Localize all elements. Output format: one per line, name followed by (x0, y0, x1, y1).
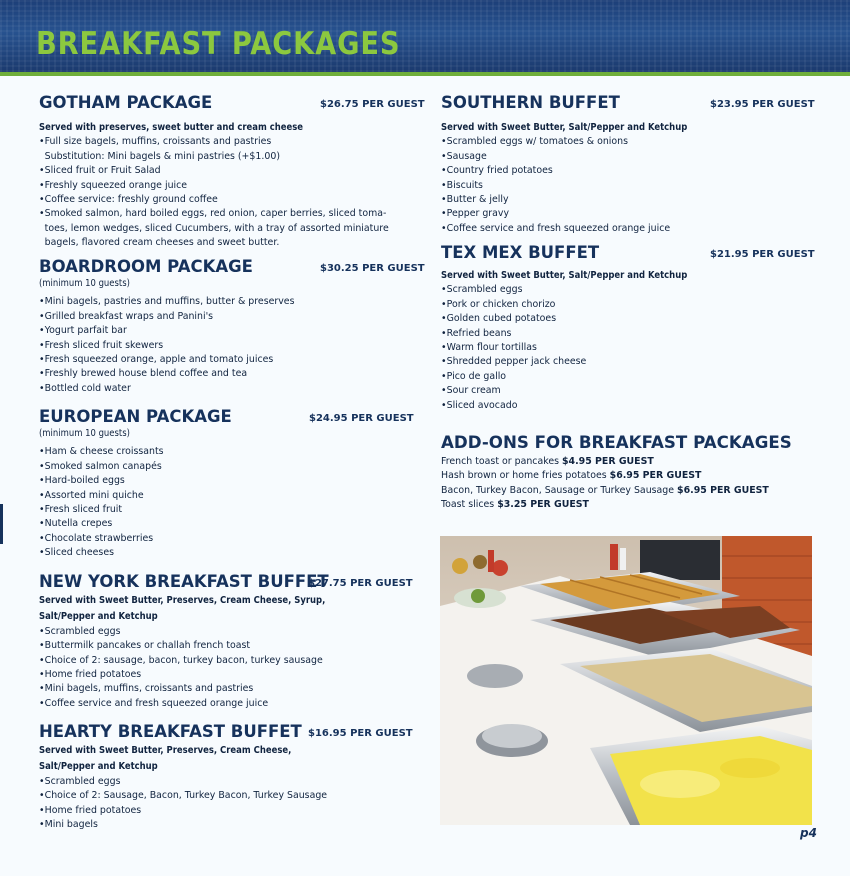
list-item: •Refried beans (441, 327, 512, 339)
list-item: •Fresh sliced fruit skewers (39, 339, 164, 351)
package-price: $26.75 PER GUEST (320, 99, 425, 110)
list-item-continuation: bagels, flavored cream cheeses and sweet butter. (44, 237, 280, 249)
header-banner (0, 0, 850, 72)
list-item: •Hard-boiled eggs (39, 475, 125, 487)
package-title: BOARDROOM PACKAGE (39, 257, 253, 277)
addon-line: Hash brown or home fries potatoes $6.95 PER GUEST (441, 470, 702, 482)
addon-line: Bacon, Turkey Bacon, Sausage or Turkey Sausage $6.95 PER GUEST (441, 484, 769, 496)
buffet-illustration (440, 536, 812, 825)
package-price: $16.95 PER GUEST (308, 728, 413, 739)
package-subtitle: Served with Sweet Butter, Salt/Pepper and Ketchup (441, 270, 688, 281)
list-item: •Smoked salmon, hard boiled eggs, red onion, caper berries, sliced toma- (39, 208, 387, 220)
list-item: •Full size bagels, muffins, croissants and pastries (39, 136, 272, 148)
package-title: TEX MEX BUFFET (441, 243, 600, 263)
list-item: •Home fried potatoes (39, 804, 142, 816)
list-item: •Biscuits (441, 179, 483, 191)
edge-tab-marker (0, 504, 3, 544)
package-item-list (441, 283, 813, 413)
list-item: •Sausage (441, 150, 487, 162)
list-item: •Scrambled eggs w/ tomatoes & onions (441, 136, 629, 148)
list-item: •Mini bagels, muffins, croissants and pastries (39, 683, 254, 695)
package-price: $27.75 PER GUEST (308, 578, 413, 589)
newyork-package (39, 572, 419, 722)
package-title: GOTHAM PACKAGE (39, 93, 213, 113)
list-item: •Assorted mini quiche (39, 489, 144, 501)
addons-list (441, 455, 813, 513)
list-item: •Mini bagels (39, 819, 98, 831)
list-item: •Freshly squeezed orange juice (39, 179, 188, 191)
list-item: •Fresh squeezed orange, apple and tomato juices (39, 354, 274, 366)
hearty-header (39, 722, 419, 745)
list-item: •Scrambled eggs (39, 625, 121, 637)
list-item: •Coffee service and fresh squeezed orange juice (441, 222, 671, 234)
addon-line: French toast or pancakes $4.95 PER GUEST (441, 456, 654, 467)
list-item: •Chocolate strawberries (39, 532, 154, 544)
package-subtitle: (minimum 10 guests) (39, 428, 130, 439)
list-item: •Golden cubed potatoes (441, 313, 557, 325)
list-item: •Warm flour tortillas (441, 342, 537, 354)
newyork-header (39, 572, 419, 595)
list-item: •Choice of 2: Sausage, Bacon, Turkey Bacon, Turkey Sausage (39, 790, 328, 802)
list-item-continuation: Substitution: Mini bagels & mini pastries (+$1.00) (44, 150, 281, 162)
list-item: •Shredded pepper jack cheese (441, 356, 587, 368)
southern-buffet (441, 93, 813, 243)
package-item-list (39, 625, 419, 711)
list-item: •Butter & jelly (441, 194, 509, 206)
addons-section (441, 433, 813, 513)
list-item: •Fresh sliced fruit (39, 504, 123, 516)
package-title: NEW YORK BREAKFAST BUFFET (39, 572, 329, 592)
buffet-photo (440, 536, 812, 825)
package-title: SOUTHERN BUFFET (441, 93, 620, 113)
gotham-header (39, 93, 425, 116)
texmex-buffet (441, 243, 813, 433)
package-price: $30.25 PER GUEST (320, 263, 425, 274)
hearty-package (39, 722, 419, 832)
addon-line: Toast slices $3.25 PER GUEST (441, 499, 589, 511)
page-title: BREAKFAST PACKAGES (36, 26, 401, 62)
list-item: •Coffee service and fresh squeezed orange juice (39, 697, 269, 709)
texmex-header (441, 243, 813, 266)
list-item: •Pork or chicken chorizo (441, 298, 556, 310)
list-item: •Home fried potatoes (39, 669, 142, 681)
list-item: •Buttermilk pancakes or challah french toast (39, 640, 251, 652)
package-title: HEARTY BREAKFAST BUFFET (39, 722, 302, 742)
european-package (39, 407, 419, 572)
package-price: $24.95 PER GUEST (309, 413, 414, 424)
right-column (441, 93, 813, 513)
package-subtitle: Salt/Pepper and Ketchup (39, 761, 158, 773)
package-subtitle: Served with Sweet Butter, Preserves, Cream Cheese, (39, 745, 292, 756)
list-item: •Coffee service: freshly ground coffee (39, 194, 218, 206)
package-item-list (39, 775, 419, 833)
package-item-list (39, 445, 419, 560)
list-item: •Grilled breakfast wraps and Panini's (39, 310, 214, 322)
list-item: •Yogurt parfait bar (39, 325, 127, 337)
list-item: •Ham & cheese croissants (39, 446, 164, 458)
header-stripe (0, 72, 850, 76)
list-item: •Smoked salmon canapés (39, 460, 162, 472)
package-subtitle: Salt/Pepper and Ketchup (39, 611, 158, 623)
package-item-list (39, 135, 419, 250)
list-item: •Bottled cold water (39, 382, 131, 394)
boardroom-package (39, 257, 425, 407)
package-subtitle: (minimum 10 guests) (39, 278, 130, 289)
list-item: •Sliced avocado (441, 399, 518, 411)
list-item: •Nutella crepes (39, 518, 113, 530)
southern-header (441, 93, 813, 116)
list-item: •Sliced fruit or Fruit Salad (39, 165, 161, 177)
package-item-list (39, 295, 419, 396)
list-item: •Pepper gravy (441, 208, 510, 220)
package-subtitle: Served with preserves, sweet butter and cream cheese (39, 122, 304, 133)
list-item: •Scrambled eggs (441, 284, 523, 296)
package-title: EUROPEAN PACKAGE (39, 407, 232, 427)
list-item: •Scrambled eggs (39, 775, 121, 787)
package-subtitle: Served with Sweet Butter, Salt/Pepper and Ketchup (441, 122, 688, 133)
package-item-list (441, 135, 813, 236)
page-number: p4 (800, 826, 817, 840)
list-item: •Freshly brewed house blend coffee and tea (39, 368, 248, 380)
package-price: $23.95 PER GUEST (710, 99, 815, 110)
list-item: •Pico de gallo (441, 370, 507, 382)
list-item: •Mini bagels, pastries and muffins, butter & preserves (39, 296, 295, 308)
left-column (39, 93, 425, 832)
package-subtitle: Served with Sweet Butter, Preserves, Cream Cheese, Syrup, (39, 595, 326, 606)
list-item: •Sour cream (441, 385, 501, 397)
list-item-continuation: toes, lemon wedges, sliced Cucumbers, with a tray of assorted miniature (44, 222, 389, 234)
addons-title: ADD-ONS FOR BREAKFAST PACKAGES (441, 433, 792, 453)
package-price: $21.95 PER GUEST (710, 249, 815, 260)
list-item: •Sliced cheeses (39, 547, 115, 559)
list-item: •Country fried potatoes (441, 165, 553, 177)
list-item: •Choice of 2: sausage, bacon, turkey bacon, turkey sausage (39, 654, 323, 666)
gotham-package (39, 93, 425, 257)
